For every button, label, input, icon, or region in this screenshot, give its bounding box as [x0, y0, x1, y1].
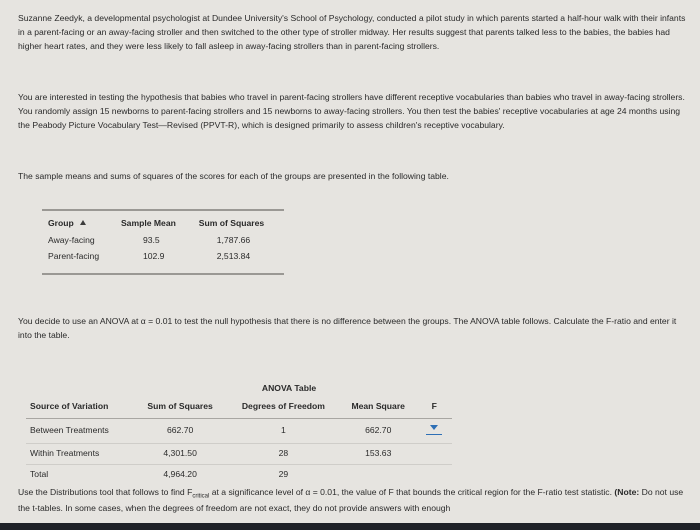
cell-sample-mean: 102.9 [142, 250, 165, 261]
distributions-instruction: Use the Distributions tool that follows to find $F_{critical}$ at a significance level of α = 0.01, the value of F that bounds the critical region for the F-ratio test statistic. (Note: Do not use the t-tables. In some cases, when the degrees of freedom are not exact, they do not provide answers with enough [18, 487, 684, 514]
cell-df: 1 [281, 424, 286, 435]
cell-ss: 4,301.50 [133, 443, 226, 464]
anova-title: ANOVA Table [261, 383, 317, 393]
header-ss: Sum of Squares [133, 398, 226, 418]
header-df: Degrees of Freedom [227, 398, 340, 418]
header-source: Source of Variation [26, 398, 133, 418]
cell-f [417, 418, 452, 443]
sample-summary-table [42, 209, 284, 275]
anova-table [26, 382, 452, 485]
cell-source: Between Treatments [30, 424, 109, 435]
header-sample-mean: Sample Mean [120, 218, 176, 228]
cell-sum-of-squares: 2,513.84 [216, 250, 251, 261]
cell-group: Away-facing [48, 234, 95, 245]
table-row [26, 443, 452, 464]
cell-df: 29 [227, 464, 340, 484]
header-sum-of-squares: Sum of Squares [198, 218, 265, 228]
cell-ss: 662.70 [166, 424, 194, 435]
cell-sum-of-squares: 1,787.66 [216, 234, 251, 245]
intro-paragraph-hypothesis: You are interested in testing the hypothesis that babies who travel in parent-facing strollers have different receptive vocabularies than babies who travel in away-facing strollers. You randomly assign 15 newborns to parent-facing strollers and 15 newborns to away-facing strollers. You then test the babies' receptive vocabularies at age 24 months using the Peabody Picture Vocabulary Test—Revised (PPVT-R), which is designed primarily to assess children's receptive vocabulary. [18, 92, 685, 130]
chevron-down-icon[interactable] [430, 425, 438, 430]
table-bottom-rule [42, 273, 284, 275]
table-row [42, 233, 284, 249]
table-row [42, 249, 284, 265]
cell-sample-mean: 93.5 [142, 234, 160, 245]
header-ms: Mean Square [340, 398, 417, 418]
sort-arrow-icon[interactable] [80, 220, 86, 225]
cell-f [417, 464, 452, 484]
cell-source: Total [26, 464, 133, 484]
table-top-rule [42, 209, 284, 211]
table-row [26, 418, 452, 443]
cell-group: Parent-facing [48, 250, 100, 261]
cell-df: 28 [227, 443, 340, 464]
header-group[interactable]: Group [42, 215, 115, 233]
table-row [26, 464, 452, 484]
cell-f [417, 443, 452, 464]
header-f: F [417, 398, 452, 418]
anova-header-row [26, 398, 452, 418]
cell-ms [340, 464, 417, 484]
anova-instruction: You decide to use an ANOVA at α = 0.01 to test the null hypothesis that there is no difference between the groups. The ANOVA table follows. Calculate the F-ratio and enter it into the table. [18, 316, 677, 340]
cell-source: Within Treatments [26, 443, 133, 464]
intro-paragraph-table-note: The sample means and sums of squares of the scores for each of the groups are presented in the following table. [18, 171, 449, 181]
cell-ms: 662.70 [365, 424, 392, 435]
summary-header-row [42, 215, 284, 233]
cell-ms: 153.63 [340, 443, 417, 464]
cell-ss: 4,964.20 [133, 464, 226, 484]
bottom-bar [0, 523, 700, 530]
intro-paragraph-study: Suzanne Zeedyk, a developmental psychologist at Dundee University's School of Psychology, conducted a pilot study in which parents started a half-hour walk with their infants in a parent-facing or an away-facing stroller and then switched to the other type of stroller midway. Her results suggest that parents talked less to the babies, the babies had higher heart rates, and they were less likely to fall asleep in away-facing strollers than in parent-facing strollers. [18, 13, 686, 51]
f-ratio-dropdown[interactable] [426, 422, 442, 435]
